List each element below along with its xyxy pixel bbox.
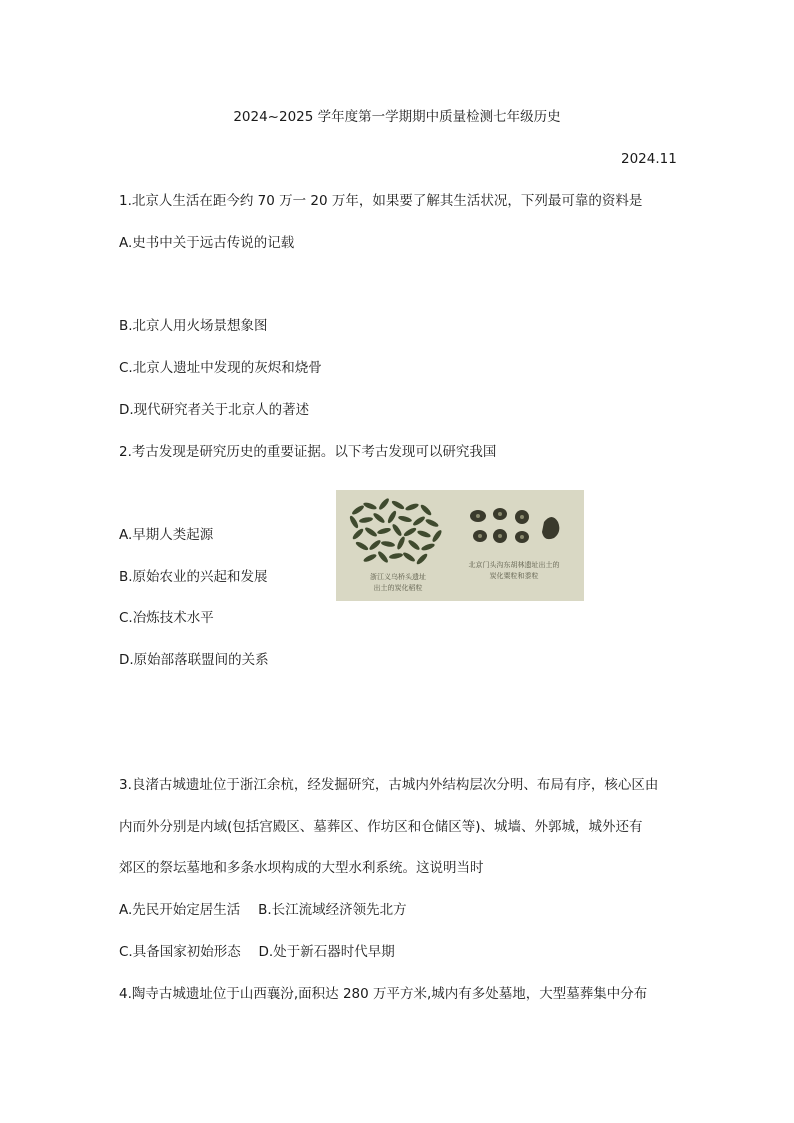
q3-stem-line3: 郊区的祭坛墓地和多条水坝构成的大型水利系统。这说明当时 xyxy=(119,860,484,876)
grain-photo xyxy=(336,490,584,601)
q2-option-d: D.原始部落联盟间的关系 xyxy=(119,652,269,668)
q2-option-b: B.原始农业的兴起和发展 xyxy=(119,569,268,585)
q2-stem: 2.考古发现是研究历史的重要证据。以下考古发现可以研究我国 xyxy=(119,444,497,460)
q1-option-a: A.史书中关于远古传说的记载 xyxy=(119,235,295,251)
q3-stem-line2: 内而外分别是内域(包括宫殿区、墓葬区、作坊区和仓储区等)、城墙、外郭城，城外还有 xyxy=(119,819,643,835)
q2-option-c: C.冶炼技术水平 xyxy=(119,610,214,626)
page-title: 2024~2025 学年度第一学期期中质量检测七年级历史 xyxy=(233,109,561,125)
caption-left: 浙江义乌桥头遗址 出土的炭化稻粒 xyxy=(370,573,426,592)
millet-grains xyxy=(470,508,559,543)
q1-stem: 1.北京人生活在距今约 70 万一 20 万年，如果要了解其生活状况，下列最可靠的资料是 xyxy=(119,193,643,209)
q1-option-b: B.北京人用火场景想象图 xyxy=(119,318,268,334)
q2-option-a: A.早期人类起源 xyxy=(119,527,214,543)
rice-grains-cluster xyxy=(348,497,443,566)
q1-option-c: C.北京人遗址中发现的灰烬和烧骨 xyxy=(119,360,322,376)
q1-option-d: D.现代研究者关于北京人的著述 xyxy=(119,402,310,418)
q4-stem: 4.陶寺古城遗址位于山西襄汾,面积达 280 万平方米,城内有多处墓地，大型墓葬集中分布 xyxy=(119,986,648,1002)
q3-options-cd: C.具备国家初始形态 D.处于新石器时代早期 xyxy=(119,944,395,960)
q3-options-ab: A.先民开始定居生活 B.长江流域经济领先北方 xyxy=(119,902,407,918)
caption-right: 北京门头沟东胡林遗址出土的 炭化粟粒和黍粒 xyxy=(468,561,560,580)
q3-stem-line1: 3.良渚古城遗址位于浙江余杭，经发掘研究，古城内外结构层次分明、布局有序，核心区由 xyxy=(119,777,659,793)
exam-date: 2024.11 xyxy=(621,151,677,167)
